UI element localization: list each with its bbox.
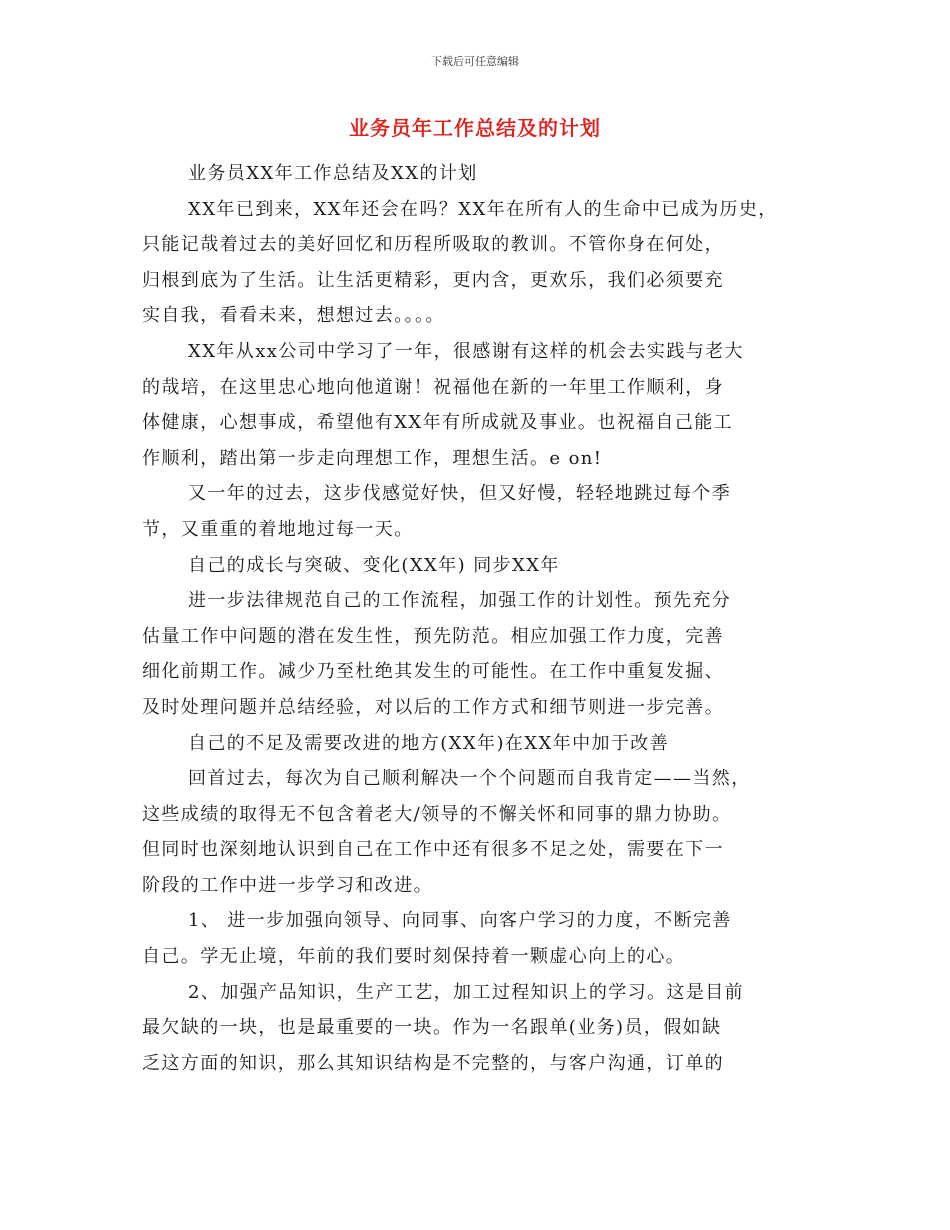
text-line: 1、 进一步加强向领导、向同事、向客户学习的力度，不断完善 bbox=[188, 910, 732, 932]
text-line: 估量工作中问题的潜在发生性，预先防范。相应加强工作力度，完善 bbox=[142, 625, 724, 647]
text-line: 阶段的工作中进一步学习和改进。 bbox=[142, 874, 433, 896]
text-line: 细化前期工作。减少乃至杜绝其发生的可能性。在工作中重复发掘、 bbox=[142, 661, 724, 683]
text-line: 但同时也深刻地认识到自己在工作中还有很多不足之处，需要在下一 bbox=[142, 839, 724, 861]
text-line: 自己。学无止境，年前的我们要时刻保持着一颗虚心向上的心。 bbox=[142, 946, 686, 968]
text-line: 只能记哉着过去的美好回忆和历程所吸取的教训。不管你身在何处， bbox=[142, 234, 724, 256]
header-note: 下载后可任意编辑 bbox=[431, 55, 519, 68]
text-line: 最欠缺的一块，也是最重要的一块。作为一名跟单(业务)员，假如缺 bbox=[142, 1017, 722, 1039]
text-line: 进一步法律规范自己的工作流程，加强工作的计划性。预先充分 bbox=[188, 590, 732, 612]
text-line: 自己的成长与突破、变化(XX年) 同步XX年 bbox=[188, 554, 560, 576]
text-line: 的哉培，在这里忠心地向他道谢！祝福他在新的一年里工作顺利，身 bbox=[142, 376, 724, 398]
text-line: 自己的不足及需要改进的地方(XX年)在XX年中加于改善 bbox=[188, 732, 670, 754]
text-line: 回首过去，每次为自己顺利解决一个个问题而自我肯定——当然， bbox=[188, 768, 751, 790]
text-line: 体健康，心想事成，希望他有XX年有所成就及事业。也祝福自己能工 bbox=[142, 412, 734, 434]
text-line: XX年已到来，XX年还会在吗？XX年在所有人的生命中已成为历史， bbox=[188, 198, 778, 220]
text-line: 节，又重重的着地地过每一天。 bbox=[142, 518, 414, 540]
document-title: 业务员年工作总结及的计划 bbox=[349, 116, 601, 140]
document-body bbox=[142, 156, 822, 1081]
text-line: 2、加强产品知识，生产工艺，加工过程知识上的学习。这是目前 bbox=[188, 981, 745, 1003]
text-line: 及时处理问题并总结经验，对以后的工作方式和细节则进一步完善。 bbox=[142, 696, 724, 718]
text-line: 又一年的过去，这步伐感觉好快，但又好慢，轻轻地跳过每个季 bbox=[188, 483, 732, 505]
text-line: 乏这方面的知识，那么其知识结构是不完整的，与客户沟通，订单的 bbox=[142, 1052, 724, 1074]
text-line: 归根到底为了生活。让生活更精彩，更内含，更欢乐，我们必须要充 bbox=[142, 269, 724, 291]
text-line: 实自我，看看未来，想想过去。。。。 bbox=[142, 305, 445, 327]
text-line: 业务员XX年工作总结及XX的计划 bbox=[188, 163, 478, 184]
text-line: 这些成绩的取得无不包含着老大/领导的不懈关怀和同事的鼎力协助。 bbox=[142, 803, 732, 825]
text-line: 作顺利，踏出第一步走向理想工作，理想生活。e on! bbox=[142, 447, 603, 469]
text-line: XX年从xx公司中学习了一年，很感谢有这样的机会去实践与老大 bbox=[188, 340, 744, 362]
